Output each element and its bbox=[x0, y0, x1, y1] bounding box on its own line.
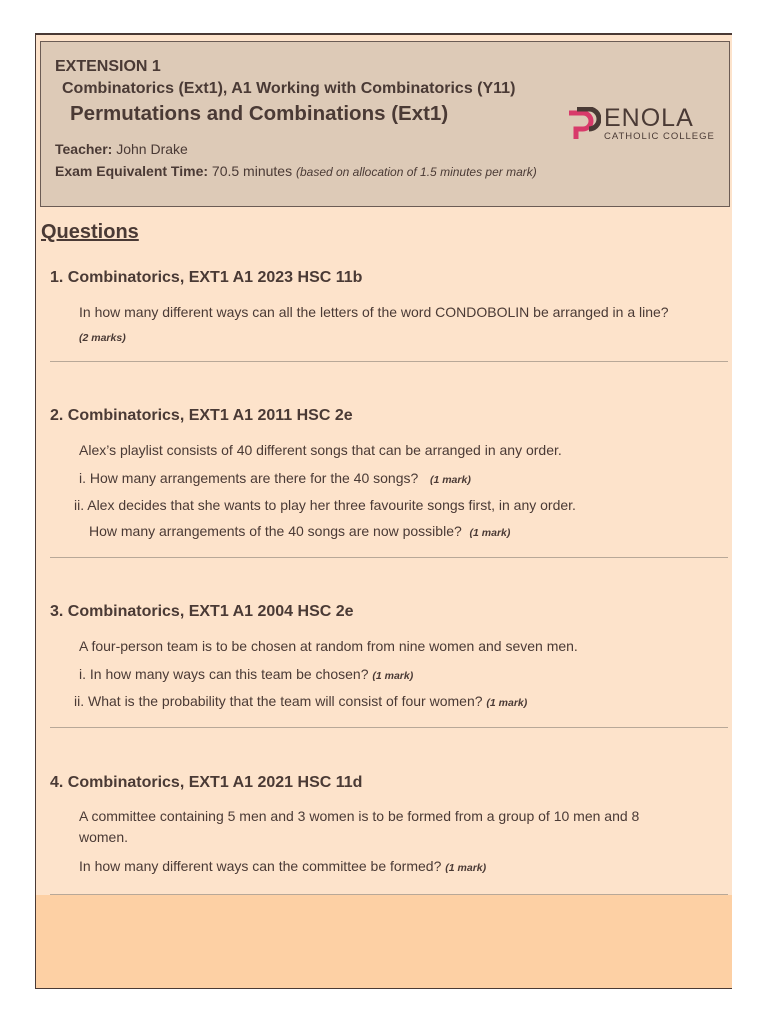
question-part-text: How many arrangements of the 40 songs are now possible? bbox=[89, 523, 462, 539]
marks-label: (2 marks) bbox=[79, 332, 126, 344]
topic-label: Combinatorics (Ext1), A1 Working with Combinatorics (Y11) bbox=[62, 80, 516, 97]
worksheet-header bbox=[40, 41, 730, 207]
marks-label: (1 mark) bbox=[372, 670, 414, 682]
question-part-text: ii. What is the probability that the team will consist of four women? bbox=[74, 693, 483, 709]
question-line: women. bbox=[79, 829, 129, 845]
question-line: A committee containing 5 men and 3 women is to be formed from a group of 10 men and 8 bbox=[79, 808, 640, 824]
school-logo-name: ENOLA bbox=[604, 104, 694, 132]
divider bbox=[50, 361, 728, 362]
teacher-line bbox=[55, 141, 188, 157]
question-title-text: Combinatorics, EXT1 A1 2023 HSC 11b bbox=[67, 269, 363, 286]
divider bbox=[50, 727, 728, 728]
teacher-label: Teacher: bbox=[55, 141, 113, 157]
footer-band bbox=[36, 895, 732, 989]
question-line: Alex’s playlist consists of 40 different songs that can be arranged in any order. bbox=[79, 442, 562, 458]
question-title bbox=[50, 774, 362, 792]
question-part-text: i. How many arrangements are there for the 40 songs? bbox=[79, 470, 419, 486]
exam-time-line bbox=[55, 163, 537, 179]
marks-label: (1 mark) bbox=[486, 697, 528, 709]
school-logo-mark-icon bbox=[567, 107, 601, 141]
question-title-text: Combinatorics, EXT1 A1 2021 HSC 11d bbox=[67, 774, 363, 791]
question-title bbox=[50, 269, 362, 287]
question-line: In how many different ways can all the letters of the word CONDOBOLIN be arranged in a line? bbox=[79, 304, 669, 320]
question-line bbox=[79, 858, 486, 874]
question-line bbox=[79, 328, 126, 344]
marks-label: (1 mark) bbox=[429, 474, 471, 486]
question-line bbox=[79, 666, 413, 682]
question-title bbox=[50, 603, 354, 621]
marks-label: (1 mark) bbox=[469, 527, 511, 539]
question-number: 1. bbox=[50, 269, 64, 286]
question-line bbox=[74, 693, 527, 709]
exam-time-label: Exam Equivalent Time: bbox=[55, 163, 209, 179]
question-line bbox=[79, 470, 471, 486]
questions-heading: Questions bbox=[41, 221, 139, 243]
worksheet-title: Permutations and Combinations (Ext1) bbox=[70, 102, 449, 125]
divider bbox=[50, 557, 728, 558]
question-line bbox=[89, 523, 510, 539]
question-number: 4. bbox=[50, 774, 64, 791]
teacher-name: John Drake bbox=[116, 141, 188, 157]
marks-label: (1 mark) bbox=[445, 862, 487, 874]
question-line: A four-person team is to be chosen at random from nine women and seven men. bbox=[79, 638, 578, 654]
question-part-text: i. In how many ways can this team be chosen? bbox=[79, 666, 369, 682]
question-title-text: Combinatorics, EXT1 A1 2004 HSC 2e bbox=[67, 603, 354, 620]
question-number: 3. bbox=[50, 603, 64, 620]
question-part-text: In how many different ways can the committee be formed? bbox=[79, 858, 442, 874]
question-line: ii. Alex decides that she wants to play her three favourite songs first, in any order. bbox=[74, 497, 576, 513]
question-title-text: Combinatorics, EXT1 A1 2011 HSC 2e bbox=[67, 407, 353, 424]
extension-label: EXTENSION 1 bbox=[55, 58, 161, 75]
exam-time-note: (based on allocation of 1.5 minutes per mark) bbox=[295, 165, 537, 179]
school-logo-subtitle: CATHOLIC COLLEGE bbox=[604, 131, 715, 142]
worksheet-page bbox=[35, 33, 732, 989]
question-number: 2. bbox=[50, 407, 64, 424]
exam-time-value: 70.5 minutes bbox=[211, 163, 293, 179]
school-logo bbox=[567, 104, 727, 144]
question-title bbox=[50, 407, 353, 425]
